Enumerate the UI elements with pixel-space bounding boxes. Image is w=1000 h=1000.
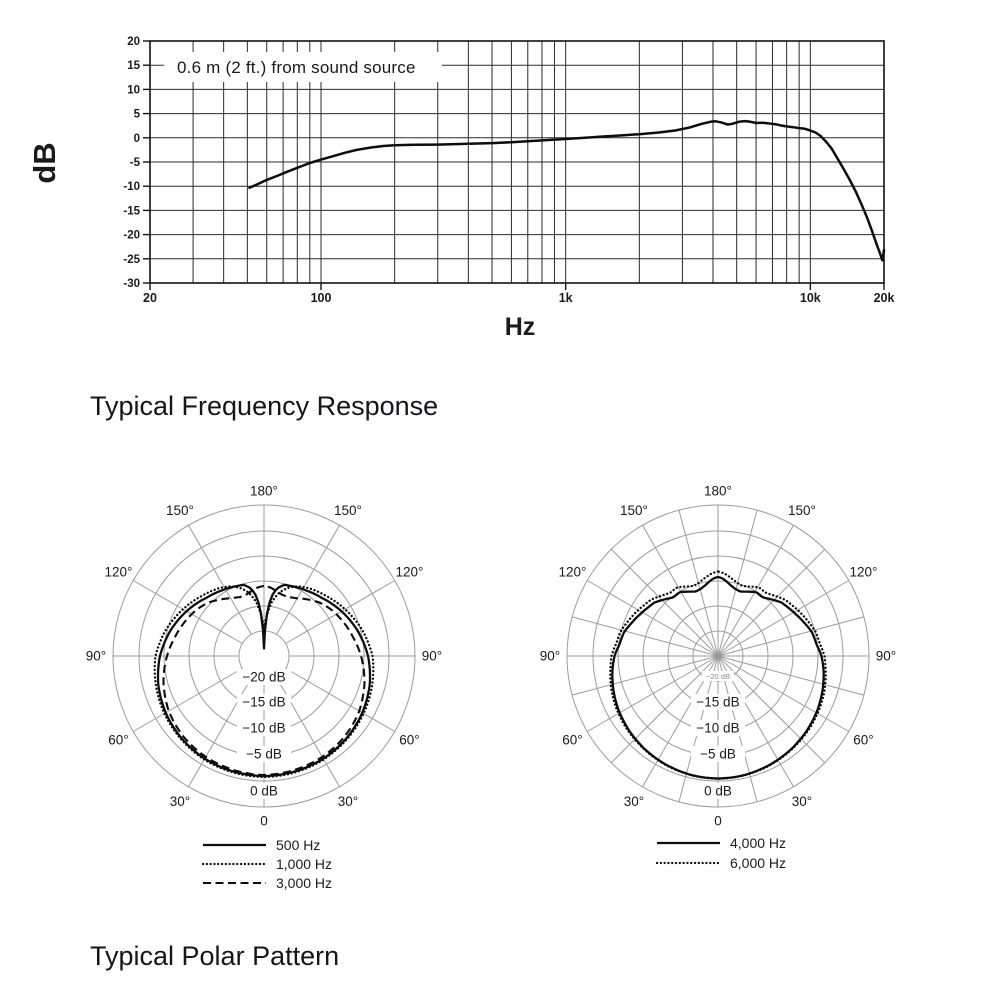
polar_high-spoke bbox=[718, 581, 849, 657]
freq-ytick-label: -10 bbox=[123, 181, 140, 194]
polar_low-db-label: 0 dB bbox=[250, 783, 278, 799]
polar_high-spoke bbox=[572, 656, 718, 695]
polar_low-angle-label: 150° bbox=[166, 503, 194, 519]
freq-ytick-label: 10 bbox=[127, 84, 140, 97]
polar_low-db-label: −5 dB bbox=[246, 746, 282, 762]
freq-ytick-label: -30 bbox=[123, 278, 140, 290]
freq-ytick-label: 20 bbox=[127, 36, 140, 48]
polar-pattern-title: Typical Polar Pattern bbox=[90, 941, 340, 971]
freq-response-curve bbox=[250, 121, 885, 260]
polar_low-db-label: −20 dB bbox=[242, 669, 286, 685]
frequency-response-title: Typical Frequency Response bbox=[90, 391, 439, 421]
polar_high-spoke bbox=[718, 525, 794, 656]
polar_high-legend-label: 6,000 Hz bbox=[730, 855, 787, 871]
polar_high-angle-label: 150° bbox=[788, 503, 816, 519]
polar_high-db-label: 0 dB bbox=[704, 783, 732, 799]
polar_low-angle-label: 60° bbox=[108, 732, 129, 748]
polar_low-angle-label: 120° bbox=[395, 564, 424, 580]
polar_low-legend-label: 1,000 Hz bbox=[276, 856, 333, 872]
polar_high-angle-label: 120° bbox=[849, 564, 878, 580]
polar_high-angle-label: 0 bbox=[714, 813, 722, 829]
polar_high-spoke bbox=[718, 549, 825, 656]
polar_low-angle-label: 90° bbox=[85, 648, 107, 664]
polar_low-angle-label: 150° bbox=[334, 503, 362, 519]
freq-ytick-label: 15 bbox=[127, 60, 140, 73]
polar_high-angle-label: 120° bbox=[558, 564, 587, 580]
polar_high-angle-label: 90° bbox=[875, 648, 897, 664]
polar_high-spoke bbox=[611, 549, 718, 656]
polar_high-spoke bbox=[587, 581, 718, 657]
freq-annotation-label: 0.6 m (2 ft.) from sound source bbox=[177, 58, 416, 77]
polar_high-angle-label: 180° bbox=[704, 483, 732, 499]
polar_low-angle-label: 180° bbox=[250, 483, 278, 499]
freq-ytick-label: -25 bbox=[123, 253, 140, 266]
polar_high-spoke bbox=[718, 617, 864, 656]
freq-ytick-label: 5 bbox=[133, 108, 140, 121]
polar_low-angle-label: 30° bbox=[169, 793, 191, 809]
freq-ytick-label: -5 bbox=[129, 157, 140, 169]
polar_high-angle-label: 60° bbox=[562, 732, 583, 748]
polar_high-angle-label: 60° bbox=[853, 732, 874, 748]
polar_low-angle-label: 120° bbox=[104, 564, 133, 580]
polar_low-angle-label: 30° bbox=[337, 793, 359, 809]
polar_high-spoke bbox=[643, 525, 719, 656]
polar_low-legend-label: 3,000 Hz bbox=[276, 875, 333, 891]
polar_low-angle-label: 0 bbox=[260, 813, 268, 829]
freq-xtick-label: 10k bbox=[799, 291, 821, 305]
polar_high-angle-label: 90° bbox=[539, 648, 561, 664]
freq-xtick-label: 20k bbox=[873, 291, 895, 305]
polar_low-legend-label: 500 Hz bbox=[276, 837, 321, 853]
freq-ylabel: dB bbox=[27, 142, 62, 184]
polar_high-db-label: −5 dB bbox=[700, 746, 736, 762]
freq-xtick-label: 20 bbox=[143, 291, 157, 305]
freq-ytick-label: 0 bbox=[133, 132, 140, 145]
polar_high-db-label: −15 dB bbox=[696, 694, 740, 710]
polar_high-angle-label: 150° bbox=[620, 503, 648, 519]
polar_high-angle-label: 30° bbox=[623, 793, 645, 809]
freq-ytick-label: -15 bbox=[123, 205, 140, 218]
polar_high-spoke bbox=[572, 617, 718, 656]
freq-xtick-label: 1k bbox=[558, 291, 573, 305]
polar_low-db-label: −15 dB bbox=[242, 694, 286, 710]
polar_high-legend-label: 4,000 Hz bbox=[730, 835, 787, 851]
polar_low-angle-label: 90° bbox=[421, 648, 443, 664]
freq-xtick-label: 100 bbox=[310, 291, 332, 305]
polar_low-db-label: −10 dB bbox=[242, 720, 286, 736]
polar_high-spoke bbox=[718, 656, 864, 695]
polar_high-db-label-small: −20 dB bbox=[706, 672, 730, 681]
freq-xlabel: Hz bbox=[504, 313, 536, 341]
freq-ytick-label: -20 bbox=[123, 229, 140, 242]
polar_high-db-label: −10 dB bbox=[696, 720, 740, 736]
polar_high-angle-label: 30° bbox=[791, 793, 813, 809]
polar_low-angle-label: 60° bbox=[399, 732, 420, 748]
